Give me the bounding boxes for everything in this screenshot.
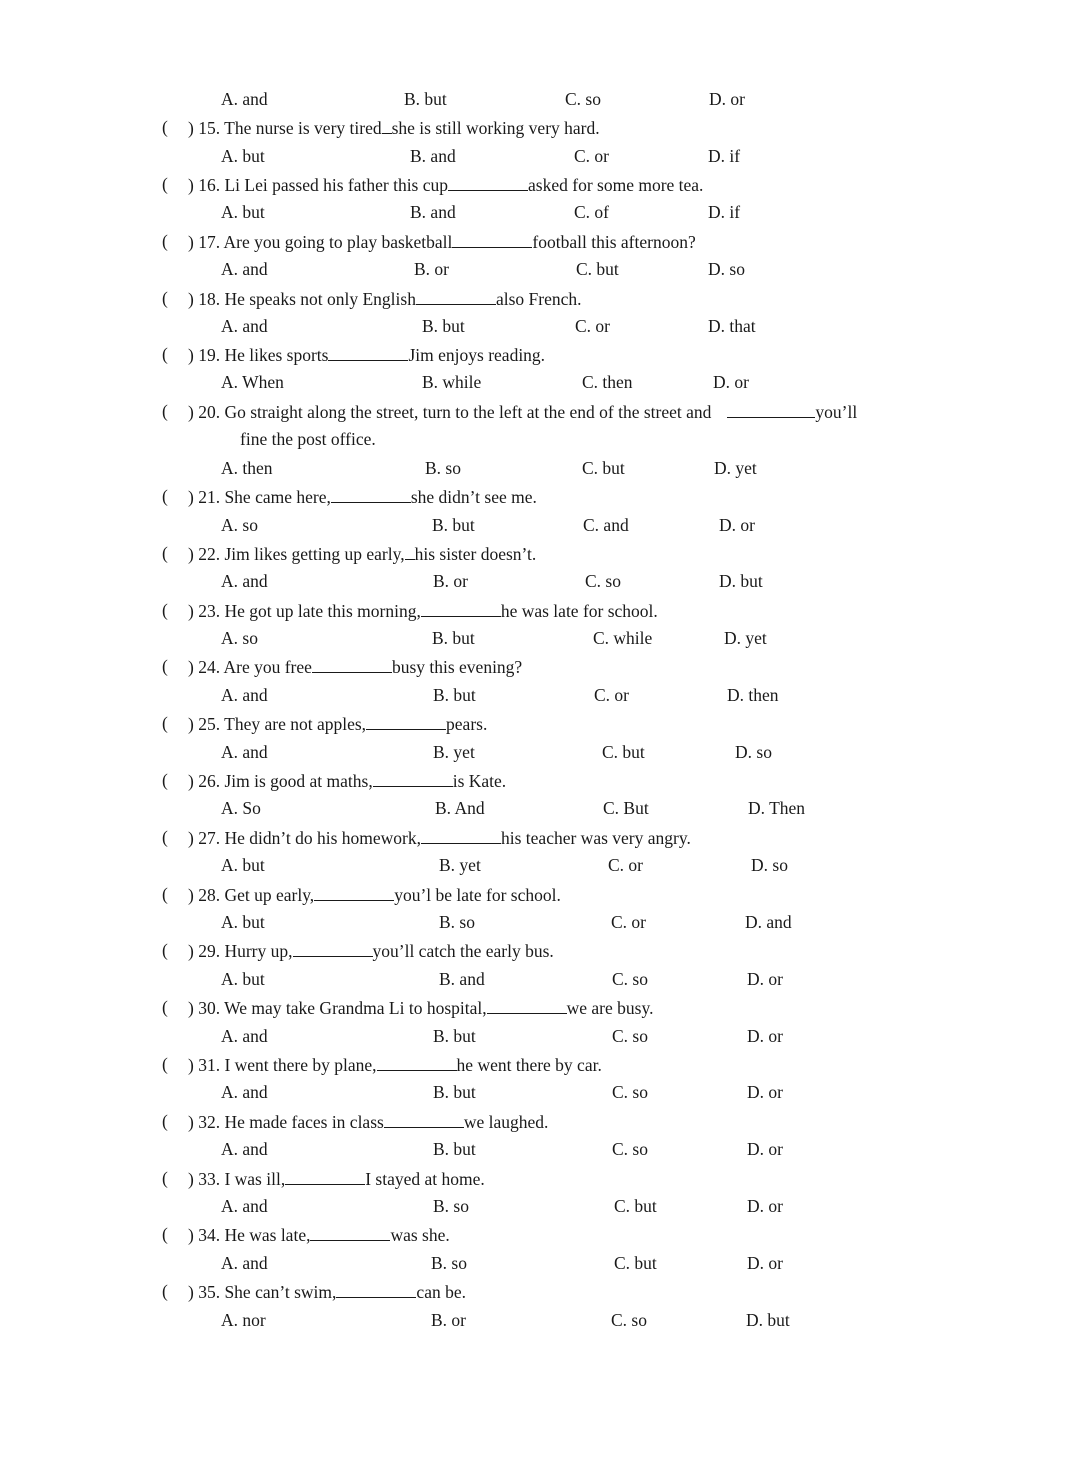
answer-blank[interactable] [285, 1166, 365, 1185]
question-text: ) 23. He got up late this morning, he was late for school. [188, 598, 658, 623]
question-text: ) 34. He was late, was she. [188, 1222, 450, 1247]
option-c: C. But [603, 798, 649, 818]
answer-paren: ( [162, 940, 168, 960]
option-a: A. and [221, 742, 268, 762]
question-text: ) 28. Get up early, you’l be late for school. [188, 882, 561, 907]
answer-paren: ( [162, 656, 168, 676]
option-d: D. or [713, 372, 749, 392]
option-b: B. And [435, 798, 485, 818]
option-c: C. so [585, 571, 621, 591]
answer-paren: ( [162, 117, 168, 137]
answer-paren: ( [162, 486, 168, 506]
answer-paren: ( [162, 1054, 168, 1074]
answer-paren: ( [162, 713, 168, 733]
option-c: C. and [583, 515, 629, 535]
option-d: D. or [747, 1082, 783, 1102]
question-text: ) 30. We may take Grandma Li to hospital, we are busy. [188, 995, 653, 1020]
option-c: C. so [611, 1310, 647, 1330]
answer-blank[interactable] [336, 1279, 416, 1298]
option-d: D. or [747, 969, 783, 989]
option-b: B. but [422, 316, 465, 336]
answer-paren: ( [162, 600, 168, 620]
option-a: A. so [221, 628, 258, 648]
option-d: D. then [727, 685, 779, 705]
answer-blank[interactable] [382, 115, 392, 134]
question-text: ) 27. He didn’t do his homework, his teacher was very angry. [188, 825, 691, 850]
answer-paren: ( [162, 1168, 168, 1188]
option-a: A. and [221, 1196, 268, 1216]
option-d: D. so [751, 855, 788, 875]
answer-blank[interactable] [331, 484, 411, 503]
option-d: D. or [719, 515, 755, 535]
option-b: B. so [431, 1253, 467, 1273]
option-b: B. while [422, 372, 482, 392]
option-c: C. or [594, 685, 629, 705]
option-b: B. or [433, 571, 468, 591]
option-a: A. and [221, 1253, 268, 1273]
answer-paren: ( [162, 884, 168, 904]
option-c: C. or [575, 316, 610, 336]
option-d: D. if [708, 146, 741, 166]
option-b: B. but [404, 89, 447, 109]
option-a: A. and [221, 1139, 268, 1159]
question-text: ) 32. He made faces in class we laughed. [188, 1109, 548, 1134]
option-a: A. So [221, 798, 261, 818]
question-text: ) 26. Jim is good at maths, is Kate. [188, 768, 506, 793]
option-c: C. so [565, 89, 601, 109]
option-d: D. or [747, 1253, 783, 1273]
answer-paren: ( [162, 1281, 168, 1301]
option-d: D. so [708, 259, 745, 279]
answer-paren: ( [162, 827, 168, 847]
option-b: B. so [439, 912, 475, 932]
answer-paren: ( [162, 174, 168, 194]
answer-blank[interactable] [727, 399, 815, 418]
question-text: ) 21. She came here, she didn’t see me. [188, 484, 537, 509]
question-text: ) 29. Hurry up, you’ll catch the early bus. [188, 938, 554, 963]
option-d: D. Then [748, 798, 806, 818]
option-d: D. or [747, 1026, 783, 1046]
option-d: D. yet [724, 628, 767, 648]
answer-blank[interactable] [312, 654, 392, 673]
option-b: B. yet [433, 742, 475, 762]
answer-blank[interactable] [448, 172, 528, 191]
option-d: D. or [709, 89, 745, 109]
option-b: B. and [410, 202, 456, 222]
answer-blank[interactable] [487, 995, 567, 1014]
answer-paren: ( [162, 1111, 168, 1131]
answer-blank[interactable] [421, 598, 501, 617]
option-a: A. but [221, 146, 265, 166]
option-c: C. of [574, 202, 609, 222]
option-b: B. and [439, 969, 485, 989]
question-text: ) 25. They are not apples, pears. [188, 711, 487, 736]
option-c: C. but [576, 259, 619, 279]
option-a: A. and [221, 1026, 268, 1046]
option-a: A. but [221, 912, 265, 932]
option-b: B. so [433, 1196, 469, 1216]
answer-blank[interactable] [384, 1109, 464, 1128]
answer-blank[interactable] [293, 938, 373, 957]
question-text-continued: fine the post office. [240, 429, 376, 449]
answer-blank[interactable] [421, 825, 501, 844]
option-b: B. or [431, 1310, 466, 1330]
question-text: ) 18. He speaks not only English also French. [188, 286, 582, 311]
option-b: B. but [432, 515, 475, 535]
answer-blank[interactable] [452, 229, 532, 248]
option-c: C. or [608, 855, 643, 875]
answer-blank[interactable] [405, 541, 415, 560]
question-text: ) 19. He likes sports Jim enjoys reading. [188, 342, 545, 367]
option-c: C. so [612, 1082, 648, 1102]
option-b: B. but [433, 1082, 476, 1102]
option-a: A. nor [221, 1310, 266, 1330]
answer-blank[interactable] [328, 342, 408, 361]
option-c: C. so [612, 1139, 648, 1159]
option-d: D. but [746, 1310, 790, 1330]
option-c: C. but [614, 1253, 657, 1273]
option-d: D. that [708, 316, 756, 336]
option-c: C. but [614, 1196, 657, 1216]
option-a: A. and [221, 89, 268, 109]
answer-paren: ( [162, 231, 168, 251]
option-c: C. or [574, 146, 609, 166]
question-text: ) 16. Li Lei passed his father this cup asked for some more tea. [188, 172, 703, 197]
option-b: B. but [433, 1139, 476, 1159]
option-c: C. so [612, 1026, 648, 1046]
option-d: D. or [747, 1139, 783, 1159]
question-text: ) 31. I went there by plane, he went there by car. [188, 1052, 602, 1077]
answer-blank[interactable] [366, 711, 446, 730]
option-b: B. and [410, 146, 456, 166]
option-a: A. then [221, 458, 273, 478]
option-b: B. so [425, 458, 461, 478]
option-a: A. and [221, 259, 268, 279]
answer-blank[interactable] [377, 1052, 457, 1071]
question-text: ) 24. Are you free busy this evening? [188, 654, 522, 679]
answer-paren: ( [162, 997, 168, 1017]
answer-paren: ( [162, 1224, 168, 1244]
question-text: ) 35. She can’t swim, can be. [188, 1279, 466, 1304]
option-d: D. and [745, 912, 792, 932]
option-a: A. so [221, 515, 258, 535]
question-text: ) 33. I was ill, I stayed at home. [188, 1166, 485, 1191]
answer-paren: ( [162, 543, 168, 563]
option-a: A. but [221, 855, 265, 875]
option-c: C. or [611, 912, 646, 932]
option-a: A. and [221, 685, 268, 705]
option-d: D. if [708, 202, 741, 222]
option-a: A. and [221, 571, 268, 591]
option-a: A. but [221, 202, 265, 222]
option-a: A. and [221, 316, 268, 336]
option-d: D. but [719, 571, 763, 591]
option-d: D. or [747, 1196, 783, 1216]
option-b: B. but [432, 628, 475, 648]
answer-blank[interactable] [416, 286, 496, 305]
option-c: C. then [582, 372, 633, 392]
answer-blank[interactable] [314, 882, 394, 901]
option-b: B. or [414, 259, 449, 279]
question-text: ) 17. Are you going to play basketball football this afternoon? [188, 229, 696, 254]
option-c: C. but [602, 742, 645, 762]
option-d: D. yet [714, 458, 757, 478]
answer-blank[interactable] [373, 768, 453, 787]
question-text: ) 22. Jim likes getting up early, his sister doesn’t. [188, 541, 536, 566]
option-c: C. so [612, 969, 648, 989]
option-b: B. but [433, 685, 476, 705]
question-text: ) 15. The nurse is very tired she is still working very hard. [188, 115, 600, 140]
option-d: D. so [735, 742, 772, 762]
option-c: C. but [582, 458, 625, 478]
question-text: ) 20. Go straight along the street, turn to the left at the end of the street and you’ll [188, 399, 857, 424]
option-b: B. yet [439, 855, 481, 875]
answer-paren: ( [162, 288, 168, 308]
answer-paren: ( [162, 344, 168, 364]
option-a: A. but [221, 969, 265, 989]
option-a: A. and [221, 1082, 268, 1102]
option-c: C. while [593, 628, 653, 648]
option-a: A. When [221, 372, 284, 392]
answer-paren: ( [162, 770, 168, 790]
option-b: B. but [433, 1026, 476, 1046]
answer-blank[interactable] [310, 1222, 390, 1241]
answer-paren: ( [162, 401, 168, 421]
